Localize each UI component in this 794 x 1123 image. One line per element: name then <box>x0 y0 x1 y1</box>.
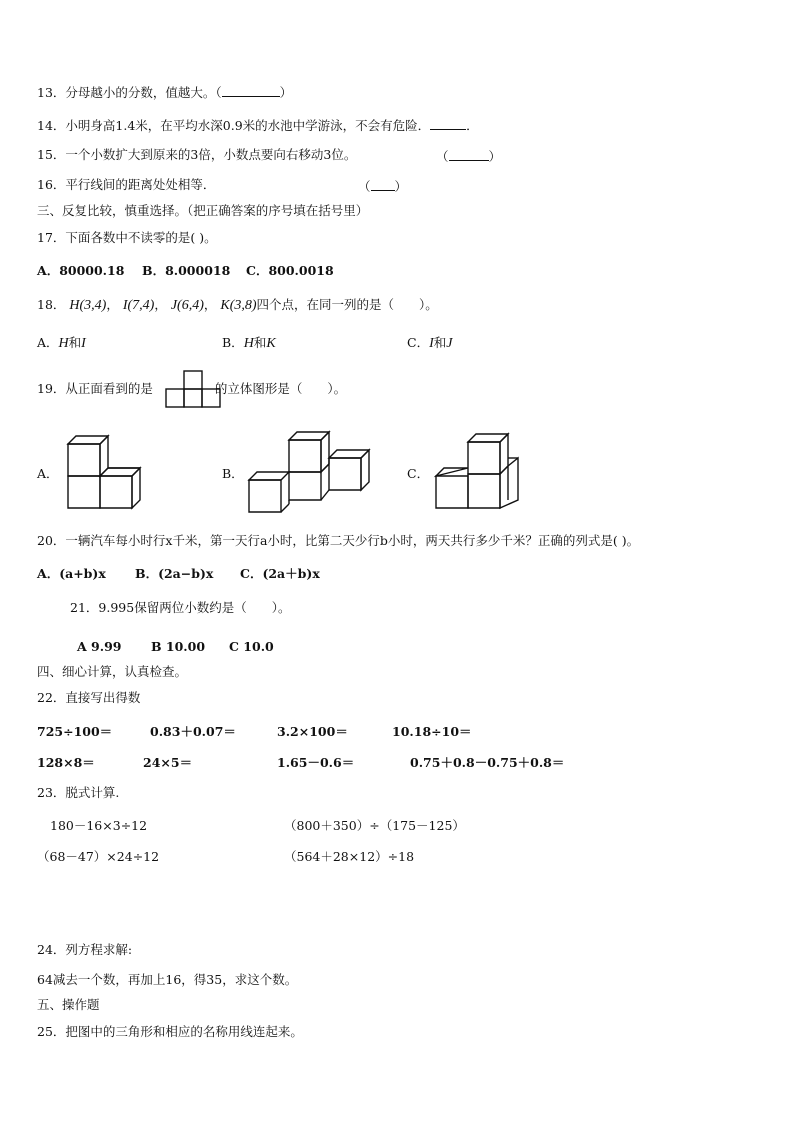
section-3-heading: 三、反复比较，慎重选择。（把正确答案的序号填在括号里） <box>37 203 369 218</box>
question-25 <box>37 1024 303 1040</box>
answer-blank[interactable] <box>371 178 395 191</box>
option-c[interactable]: C．I和J <box>407 335 453 351</box>
question-20 <box>37 533 639 549</box>
question-number: 24． <box>37 942 66 957</box>
answer-bracket-16[interactable]: （ ） <box>358 179 408 194</box>
solid-figure-a[interactable] <box>60 430 150 510</box>
question-number: 25． <box>37 1024 66 1039</box>
question-number: 16． <box>37 177 66 192</box>
question-18: 18． H(3,4)， I(7,4)， J(6,4)， K(3,8)四个点，在同一列的是（ ）。 <box>37 297 438 313</box>
question-13: 13．分母越小的分数，值越大。（ ） <box>37 85 293 100</box>
question-22 <box>37 690 140 706</box>
question-text: 四个点，在同一列的是（ ）。 <box>256 297 438 312</box>
question-number: 13． <box>37 85 66 100</box>
question-text: 9.995保留两位小数约是（ ）。 <box>98 600 291 615</box>
question-text: 小明身高1.4米，在平均水深0.9米的水池中学游泳，不会有危险． <box>65 118 431 133</box>
question-text: 直接写出得数 <box>65 690 141 705</box>
question-number: 23． <box>37 785 66 800</box>
option-c[interactable]: C． <box>407 466 430 481</box>
front-view-figure <box>164 369 224 409</box>
calc-item: （564＋28×12）÷18 <box>284 849 415 864</box>
question-text: 一辆汽车每小时行x千米，第一天行a小时，比第二天少行b小时，两天共行多少千米？正确的列式是( )。 <box>65 533 640 548</box>
question-text: 一个小数扩大到原来的3倍，小数点要向右移动3位。 <box>65 147 357 162</box>
question-text: 脱式计算. <box>65 785 120 800</box>
calc-item: 128×8＝ <box>37 755 95 770</box>
calc-item: （68－47）×24÷12 <box>37 849 160 864</box>
question-text: 分母越小的分数，值越大。（ <box>65 85 222 100</box>
question-text: 把图中的三角形和相应的名称用线连起来。 <box>65 1024 303 1039</box>
question-number: 19． <box>37 381 66 396</box>
answer-bracket-15[interactable]: （ ） <box>436 149 502 164</box>
option-b[interactable]: B 10.00 <box>151 639 206 654</box>
option-a[interactable]: A．H和I <box>37 335 86 351</box>
calc-item: 0.83＋0.07＝ <box>150 724 236 739</box>
question-16 <box>37 177 215 193</box>
calc-item: 725÷100＝ <box>37 724 113 739</box>
question-text: 列方程求解: <box>65 942 133 957</box>
option-b[interactable]: B． <box>222 466 244 481</box>
option-a[interactable]: A．(a+b)x <box>37 566 106 581</box>
question-17 <box>37 230 217 246</box>
solid-figure-b[interactable] <box>245 428 380 516</box>
calc-item: 180－16×3÷12 <box>50 818 148 833</box>
option-c[interactable]: C 10.0 <box>229 639 274 654</box>
option-a[interactable]: A．80000.18 <box>37 263 125 278</box>
point-j: J <box>170 298 178 313</box>
section-5-heading: 五、操作题 <box>37 997 100 1012</box>
option-c[interactable]: C．(2a＋b)x <box>240 566 320 581</box>
calc-item: 1.65－0.6＝ <box>277 755 355 770</box>
point-k: K <box>220 298 230 313</box>
option-c[interactable]: C．800.0018 <box>246 263 334 278</box>
option-a[interactable]: A． <box>37 466 59 481</box>
option-b[interactable]: B．(2a−b)x <box>135 566 214 581</box>
calc-item: 24×5＝ <box>143 755 193 770</box>
question-23 <box>37 785 119 801</box>
calc-item: （800＋350）÷（175－125） <box>284 818 465 833</box>
question-number: 17． <box>37 230 66 245</box>
question-text: 下面各数中不读零的是( )。 <box>65 230 217 245</box>
question-number: 21． <box>70 600 99 615</box>
calc-item: 0.75＋0.8－0.75＋0.8＝ <box>410 755 565 770</box>
option-b[interactable]: B．8.000018 <box>142 263 231 278</box>
answer-blank[interactable] <box>222 84 280 97</box>
question-text: 的立体图形是（ ）。 <box>214 381 347 396</box>
question-24-body: 64减去一个数，再加上16，得35，求这个数。 <box>37 972 298 987</box>
question-24 <box>37 942 132 958</box>
calc-item: 10.18÷10＝ <box>392 724 472 739</box>
question-number: 18． <box>37 297 66 312</box>
question-number: 14． <box>37 118 66 133</box>
solid-figure-c[interactable] <box>432 430 527 510</box>
question-number: 15． <box>37 147 66 162</box>
point-h: H <box>69 298 80 313</box>
question-15 <box>37 147 356 163</box>
question-21 <box>70 600 290 616</box>
question-text: 从正面看到的是 <box>65 381 153 396</box>
option-b[interactable]: B．H和K <box>222 335 276 351</box>
question-number: 20． <box>37 533 66 548</box>
point-i: I <box>122 298 128 313</box>
section-4-heading: 四、细心计算，认真检查。 <box>37 664 188 679</box>
option-a[interactable]: A 9.99 <box>77 639 122 654</box>
answer-blank[interactable] <box>430 117 466 130</box>
answer-blank[interactable] <box>449 148 489 161</box>
question-text: 平行线间的距离处处相等． <box>65 177 216 192</box>
calc-item: 3.2×100＝ <box>277 724 348 739</box>
question-number: 22． <box>37 690 66 705</box>
question-14: 14．小明身高1.4米，在平均水深0.9米的水池中学游泳，不会有危险． ． <box>37 118 479 133</box>
